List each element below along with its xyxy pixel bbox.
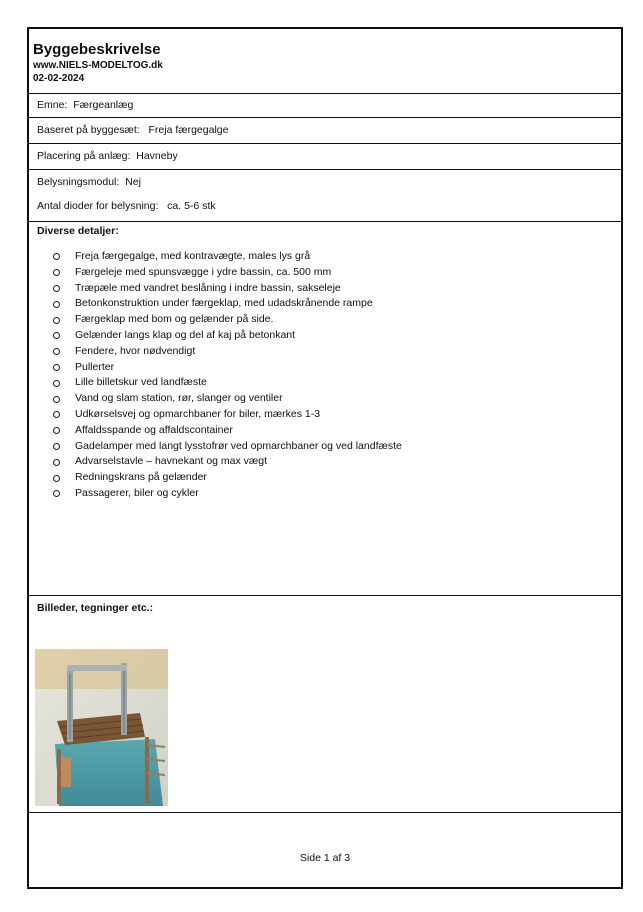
list-item [53,423,402,439]
list-item [53,470,402,486]
list-item-text: Gelænder langs klap og del af kaj på betonkant [75,328,296,341]
list-item-text: Fendere, hvor nødvendigt [75,344,196,357]
list-item [53,344,402,360]
circle-bullet-icon [53,364,60,371]
field-emne-label: Emne: [37,99,68,111]
divider [29,117,621,118]
circle-bullet-icon [53,411,60,418]
list-item-text: Pullerter [75,360,115,373]
field-placering-value: Havneby [136,150,178,162]
list-item [53,391,402,407]
list-item [53,375,402,391]
field-antal-dioder-value: ca. 5-6 stk [167,200,216,212]
field-belysningsmodul [37,175,141,189]
document-title: Byggebeskrivelse [33,41,161,58]
details-label: Diverse detaljer: [37,225,119,237]
divider [29,93,621,94]
circle-bullet-icon [53,317,60,324]
field-placering-label: Placering på anlæg: [37,150,131,162]
circle-bullet-icon [53,380,60,387]
list-item [53,312,402,328]
list-item-text: Affaldsspande og affaldscontainer [75,423,233,436]
circle-bullet-icon [53,332,60,339]
list-item [53,265,402,281]
document-header [33,41,163,85]
list-item [53,454,402,470]
images-label: Billeder, tegninger etc.: [37,602,154,614]
field-baseret-value: Freja færgegalge [148,124,229,136]
list-item-text: Udkørselsvej og opmarchbaner for biler, mærkes 1-3 [75,407,321,420]
circle-bullet-icon [53,490,60,497]
list-item-text: Freja færgegalge, med kontravægte, males lys grå [75,250,311,262]
field-antal-dioder [37,199,216,213]
list-item [53,360,402,376]
circle-bullet-icon [53,443,60,450]
document-website: www.NIELS-MODELTOG.dk [33,60,163,71]
field-antal-dioder-label: Antal dioder for belysning: [37,200,159,212]
field-baseret-label: Baseret på byggesæt: [37,124,140,136]
field-emne-value: Færgeanlæg [73,99,134,111]
divider [29,221,621,222]
details-list [53,249,402,502]
circle-bullet-icon [53,285,60,292]
page-number: Side 1 af 3 [299,852,351,864]
circle-bullet-icon [53,301,60,308]
list-item-text: Træpæle med vandret beslåning i indre bassin, sakseleje [75,281,341,294]
circle-bullet-icon [53,459,60,466]
circle-bullet-icon [53,348,60,355]
list-item [53,439,402,455]
document-page [27,27,623,889]
list-item-text: Gadelamper med langt lysstofrør ved opmarchbaner og ved landfæste [75,439,402,452]
list-item-text: Passagerer, biler og cykler [75,486,199,499]
list-item [53,486,402,502]
divider [29,169,621,170]
circle-bullet-icon [53,475,60,482]
ferry-model-photo [35,649,168,806]
images-section [29,595,623,813]
list-item-text: Vand og slam station, rør, slanger og ventiler [75,392,283,405]
field-belysningsmodul-value: Nej [125,176,141,188]
document-date: 02-02-2024 [33,73,85,84]
list-item [53,296,402,312]
circle-bullet-icon [53,427,60,434]
list-item-text: Færgeleje med spunsvægge i ydre bassin, ca. 500 mm [75,265,332,278]
divider [29,143,621,144]
field-baseret [37,123,228,137]
list-item [53,328,402,344]
list-item [53,249,402,265]
list-item-text: Redningskrans på gelænder [75,471,207,484]
field-belysningsmodul-label: Belysningsmodul: [37,176,120,188]
list-item-text: Lille billetskur ved landfæste [75,376,207,389]
field-placering [37,149,178,163]
field-emne [37,98,133,112]
list-item [53,407,402,423]
list-item-text: Advarselstavle – havnekant og max vægt [75,455,268,468]
list-item-text: Betonkonstruktion under færgeklap, med udadskrånende rampe [75,297,373,310]
list-item [53,281,402,297]
circle-bullet-icon [53,269,60,276]
circle-bullet-icon [53,253,60,260]
circle-bullet-icon [53,396,60,403]
list-item-text: Færgeklap med bom og gelænder på side. [75,313,274,326]
